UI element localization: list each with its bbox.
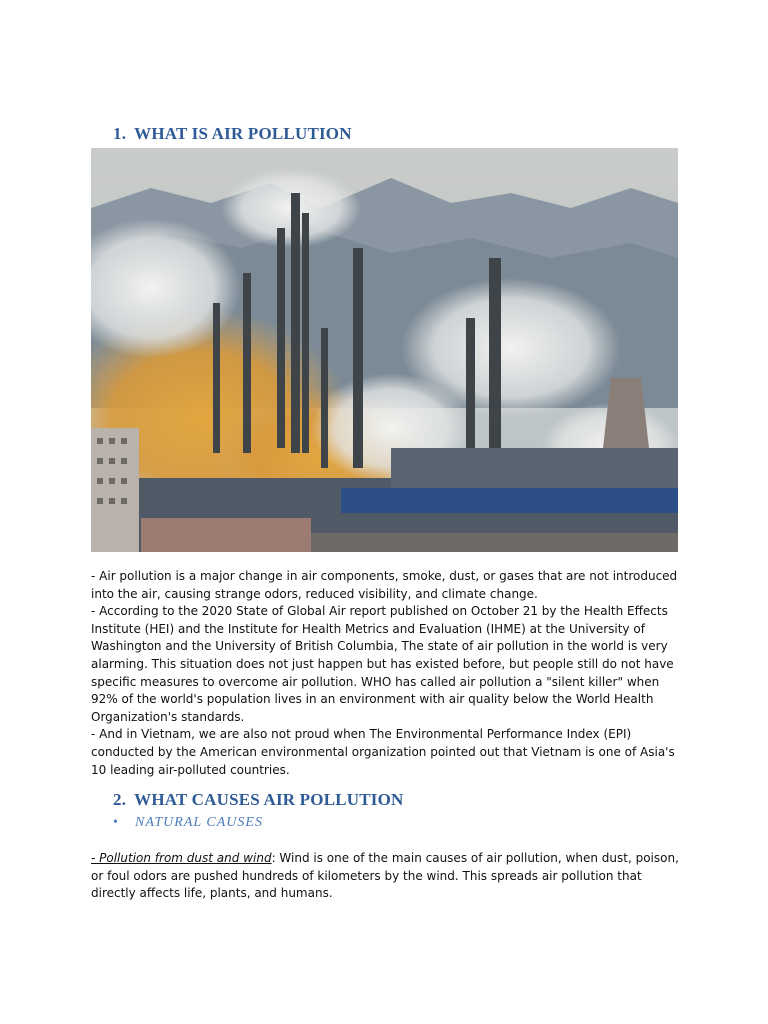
section-number: 2. xyxy=(113,790,127,809)
industrial-pollution-photo xyxy=(91,148,678,552)
paragraph-definition: - Air pollution is a major change in air components, smoke, dust, or gases that are not introduced into the air, causing strange odors, reduced visibility, and climate change. xyxy=(91,569,678,601)
bullet-icon: • xyxy=(113,815,119,830)
dust-wind-text: : Wind is one of the main causes of air pollution, when dust, poison, or foul odors are pushed hundreds of kilometers by the wind. This spreads air pollution that directly affects life, plants, and humans. xyxy=(91,851,679,901)
paragraph-global-report: - According to the 2020 State of Global Air report published on October 21 by the Health Effects Institute (HEI) and the Institute for Health Metrics and Evaluation (IHME) at the University of Washington and the University of British Columbia, The state of air pollution in the world is very alarming. This situation does not just happen but has existed before, but people still do not have specific measures to overcome air pollution. WHO has called air pollution a "silent killer" when 92% of the world's population lives in an environment with air quality below the World Health Organization's standards. xyxy=(91,604,674,724)
dust-wind-paragraph xyxy=(91,850,681,903)
subheading-label: NATURAL CAUSES xyxy=(135,815,263,830)
subheading-natural-causes xyxy=(113,815,263,831)
air-pollution-description xyxy=(91,568,681,779)
section-number: 1. xyxy=(113,124,127,143)
section-title: WHAT IS AIR POLLUTION xyxy=(134,124,352,143)
section-heading-what-causes-air-pollution xyxy=(113,790,404,810)
section-heading-what-is-air-pollution xyxy=(113,124,352,144)
section-title: WHAT CAUSES AIR POLLUTION xyxy=(134,790,404,809)
dust-wind-lead: - Pollution from dust and wind xyxy=(91,851,272,865)
paragraph-vietnam: - And in Vietnam, we are also not proud when The Environmental Performance Index (EPI) conducted by the American environmental organization pointed out that Vietnam is one of Asia's 10 leading air-polluted countries. xyxy=(91,727,675,777)
